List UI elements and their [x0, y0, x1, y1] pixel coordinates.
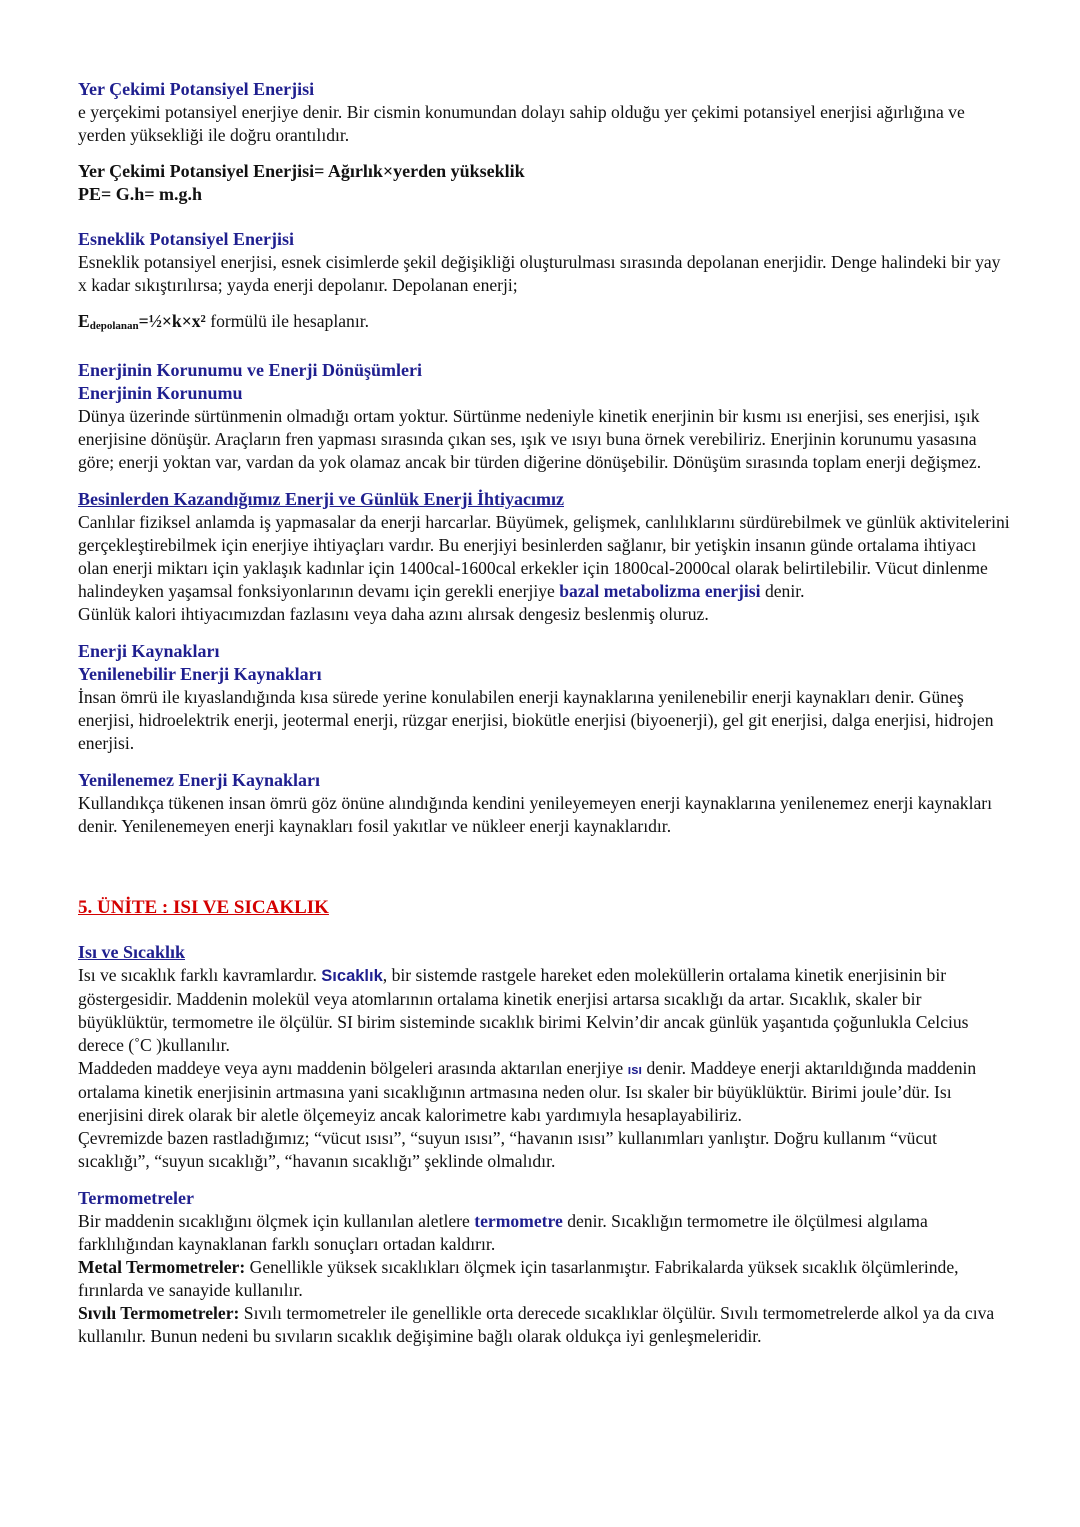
heading-energy-sources: Enerji Kaynakları [78, 641, 220, 661]
formula-gravitational-pe-words: Yer Çekimi Potansiyel Enerjisi= Ağırlık×yerden yükseklik [78, 161, 525, 181]
paragraph-heat-temperature-4: Çevremizde bazen rastladığımız; “vücut ısısı”, “suyun ısısı”, “havanın ısısı” kullanımları yanlıştır. Doğru kullanım “vücut sıcaklığı”, “suyun sıcaklığı”, “havanın sıcaklığı” şeklinde olmalıdır. [78, 1128, 937, 1171]
paragraph-heat-temperature-3 [78, 1057, 1010, 1127]
text-liquid-thermometers: Sıvılı termometreler ile genellikle orta derecede sıcaklıklar ölçülür. Sıvılı termometrelerde alkol ya da cıva kullanılır. Bunun nedeni bu sıvıların sıcaklık değişimine bağlı olarak oldukça iyi genleşmeleridir. [78, 1303, 995, 1346]
term-isi: ısı [627, 1062, 643, 1077]
section-food-energy [78, 488, 1010, 626]
heading-food-energy: Besinlerden Kazandığımız Enerji ve Günlük Enerji İhtiyacımız [78, 489, 564, 509]
paragraph-metal-thermometers [78, 1256, 1010, 1302]
formula-symbol-e: E [78, 311, 90, 331]
label-metal-thermometers: Metal Termometreler: [78, 1257, 246, 1277]
section-gravitational-pe [78, 78, 1010, 206]
heading-thermometers: Termometreler [78, 1188, 194, 1208]
heading-energy-conservation-transformations: Enerjinin Korunumu ve Enerji Dönüşümleri [78, 360, 423, 380]
paragraph-food-energy-2 [78, 580, 1010, 603]
section-energy-conservation [78, 359, 1010, 474]
section-thermometers [78, 1187, 1010, 1348]
label-liquid-thermometers: Sıvılı Termometreler: [78, 1303, 240, 1323]
section-elastic-pe [78, 228, 1010, 336]
section-unit-5 [78, 896, 1010, 919]
heading-nonrenewable-sources: Yenilenemez Enerji Kaynakları [78, 770, 320, 790]
heading-elastic-pe: Esneklik Potansiyel Enerjisi [78, 229, 295, 249]
text-thermometer-post: denir. Sıcaklığın termometre ile ölçülmesi algılama farklılığından kaynaklanan farklı sonuçları ortadan kaldırır. [78, 1211, 928, 1254]
paragraph-food-energy-3: Günlük kalori ihtiyacımızdan fazlasını veya daha azını alırsak dengesiz beslenmiş oluruz. [78, 604, 709, 624]
term-bazal-metabolizma: bazal metabolizma enerjisi [559, 581, 761, 601]
text-metal-thermometers: Genellikle yüksek sıcaklıkları ölçmek için tasarlanmıştır. Fabrikalarda yüksek sıcaklık ölçümlerinde, fırınlarda ve sanayide kullanılır. [78, 1257, 959, 1300]
text-temperature-pre: Isı ve sıcaklık farklı kavramlardır. [78, 965, 322, 985]
paragraph-liquid-thermometers [78, 1302, 1010, 1348]
paragraph-heat-temperature-2: büyüklüktür, termometre ile ölçülür. SI birim sisteminde sıcaklık birimi Kelvin’dir ancak günlük yaşantıda çoğunlukla Celcius derece (˚C )kullanılır. [78, 1012, 969, 1055]
heading-heat-temperature: Isı ve Sıcaklık [78, 942, 186, 962]
formula-elastic-pe [78, 310, 1010, 336]
formula-expression: =½×k×x² [138, 311, 206, 331]
section-nonrenewable [78, 769, 1010, 838]
text-bmr-post: denir. [760, 581, 805, 601]
unit-title: 5. ÜNİTE : ISI VE SICAKLIK [78, 897, 329, 918]
section-heat-temperature [78, 941, 1010, 1173]
paragraph-nonrenewable-sources: Kullandıkça tükenen insan ömrü göz önüne alındığında kendini yenileyemeyen enerji kaynaklarına yenilenemez enerji kaynakları denir. Yenilenemeyen enerji kaynakları fosil yakıtlar ve nükleer enerji kaynaklarıdır. [78, 793, 993, 836]
term-termometre: termometre [474, 1211, 563, 1231]
paragraph-elastic-pe: Esneklik potansiyel enerjisi, esnek cisimlerde şekil değişikliği oluşturulması sırasında depolanan enerjidir. Denge halindeki bir yay x kadar sıkıştırılırsa; yayda enerji depolanır. Depolanan enerji; [78, 252, 1001, 295]
paragraph-thermometers-1 [78, 1210, 1010, 1256]
text-heat-post: denir. Maddeye enerji aktarıldığında maddenin ortalama kinetik enerjisinin artmasına yani sıcaklığının artmasına neden olur. Isı skaler bir büyüklüktür. Birimi joule’dür. Isı enerjisini direk olarak bir aletle ölçemeyiz ancak kalorimetre kabı yardımıyla hesaplayabiliriz. [78, 1058, 977, 1125]
heading-energy-conservation: Enerjinin Korunumu [78, 383, 243, 403]
formula-subscript: depolanan [89, 320, 139, 332]
heading-renewable-sources: Yenilenebilir Enerji Kaynakları [78, 664, 322, 684]
paragraph-gravitational-pe: e yerçekimi potansiyel enerjiye denir. Bir cismin konumundan dolayı sahip olduğu yer çekimi potansiyel enerjisi ağırlığına ve yerden yüksekliği ile doğru orantılıdır. [78, 102, 965, 145]
formula-tail-text: formülü ile hesaplanır. [205, 311, 370, 331]
heading-gravitational-pe: Yer Çekimi Potansiyel Enerjisi [78, 79, 315, 99]
paragraph-energy-conservation: Dünya üzerinde sürtünmenin olmadığı ortam yoktur. Sürtünme nedeniyle kinetik enerjinin bir kısmı ısı enerjisi, ses enerjisi, ışık enerjisine dönüşür. Araçların fren yapması sırasında çıkan ses, ışık ve ısıyı buna örnek verebiliriz. Enerjinin korunumu yasasına göre; enerji yoktan var, vardan da yok olamaz ancak bir türden diğerine dönüşebilir. Dönüşüm sırasında toplam enerji değişmez. [78, 406, 982, 472]
section-energy-sources [78, 640, 1010, 755]
paragraph-food-energy-1: Canlılar fiziksel anlamda iş yapmasalar da enerji harcarlar. Büyümek, gelişmek, canlılıklarını sürdürebilmek ve günlük aktivitelerini gerçekleştirebilmek için enerjiye ihtiyaçları vardır. Bu enerjiyi besinlerden sağlanır, bir yetişkin insanın günde ortalama ihtiyacı olan enerji miktarı için yaklaşık kadınlar için 1400cal-1600cal erkekler için 1800cal-2000cal olarak belirtilebilir. Vücut dinlenme [78, 512, 1010, 578]
text-thermometer-pre: Bir maddenin sıcaklığını ölçmek için kullanılan aletlere [78, 1211, 475, 1231]
text-temperature-post: , bir sistemde rastgele hareket eden moleküllerin ortalama kinetik enerjisinin bir göstergesidir. Maddenin molekül veya atomlarının ortalama kinetik enerjisi artarsa sıcaklığı da artar. Sıcaklık, skaler bir [78, 965, 947, 1009]
paragraph-renewable-sources: İnsan ömrü ile kıyaslandığında kısa sürede yerine konulabilen enerji kaynaklarına yenilenebilir enerji kaynakları denir. Güneş enerjisi, hidroelektrik enerji, jeotermal enerji, rüzgar enerjisi, biokütle enerjisi (biyoenerji), gel git enerjisi, dalga enerjisi, hidrojen enerjisi. [78, 687, 994, 753]
formula-gravitational-pe-symbols: PE= G.h= m.g.h [78, 184, 203, 204]
paragraph-heat-temperature-1 [78, 964, 1010, 1011]
term-sicaklik: Sıcaklık [321, 967, 383, 985]
text-bmr-pre: halindeyken yaşamsal fonksiyonlarının devamı için gerekli enerjiye [78, 581, 560, 601]
text-heat-pre: Maddeden maddeye veya aynı maddenin bölgeleri arasında aktarılan enerjiye [78, 1058, 628, 1078]
